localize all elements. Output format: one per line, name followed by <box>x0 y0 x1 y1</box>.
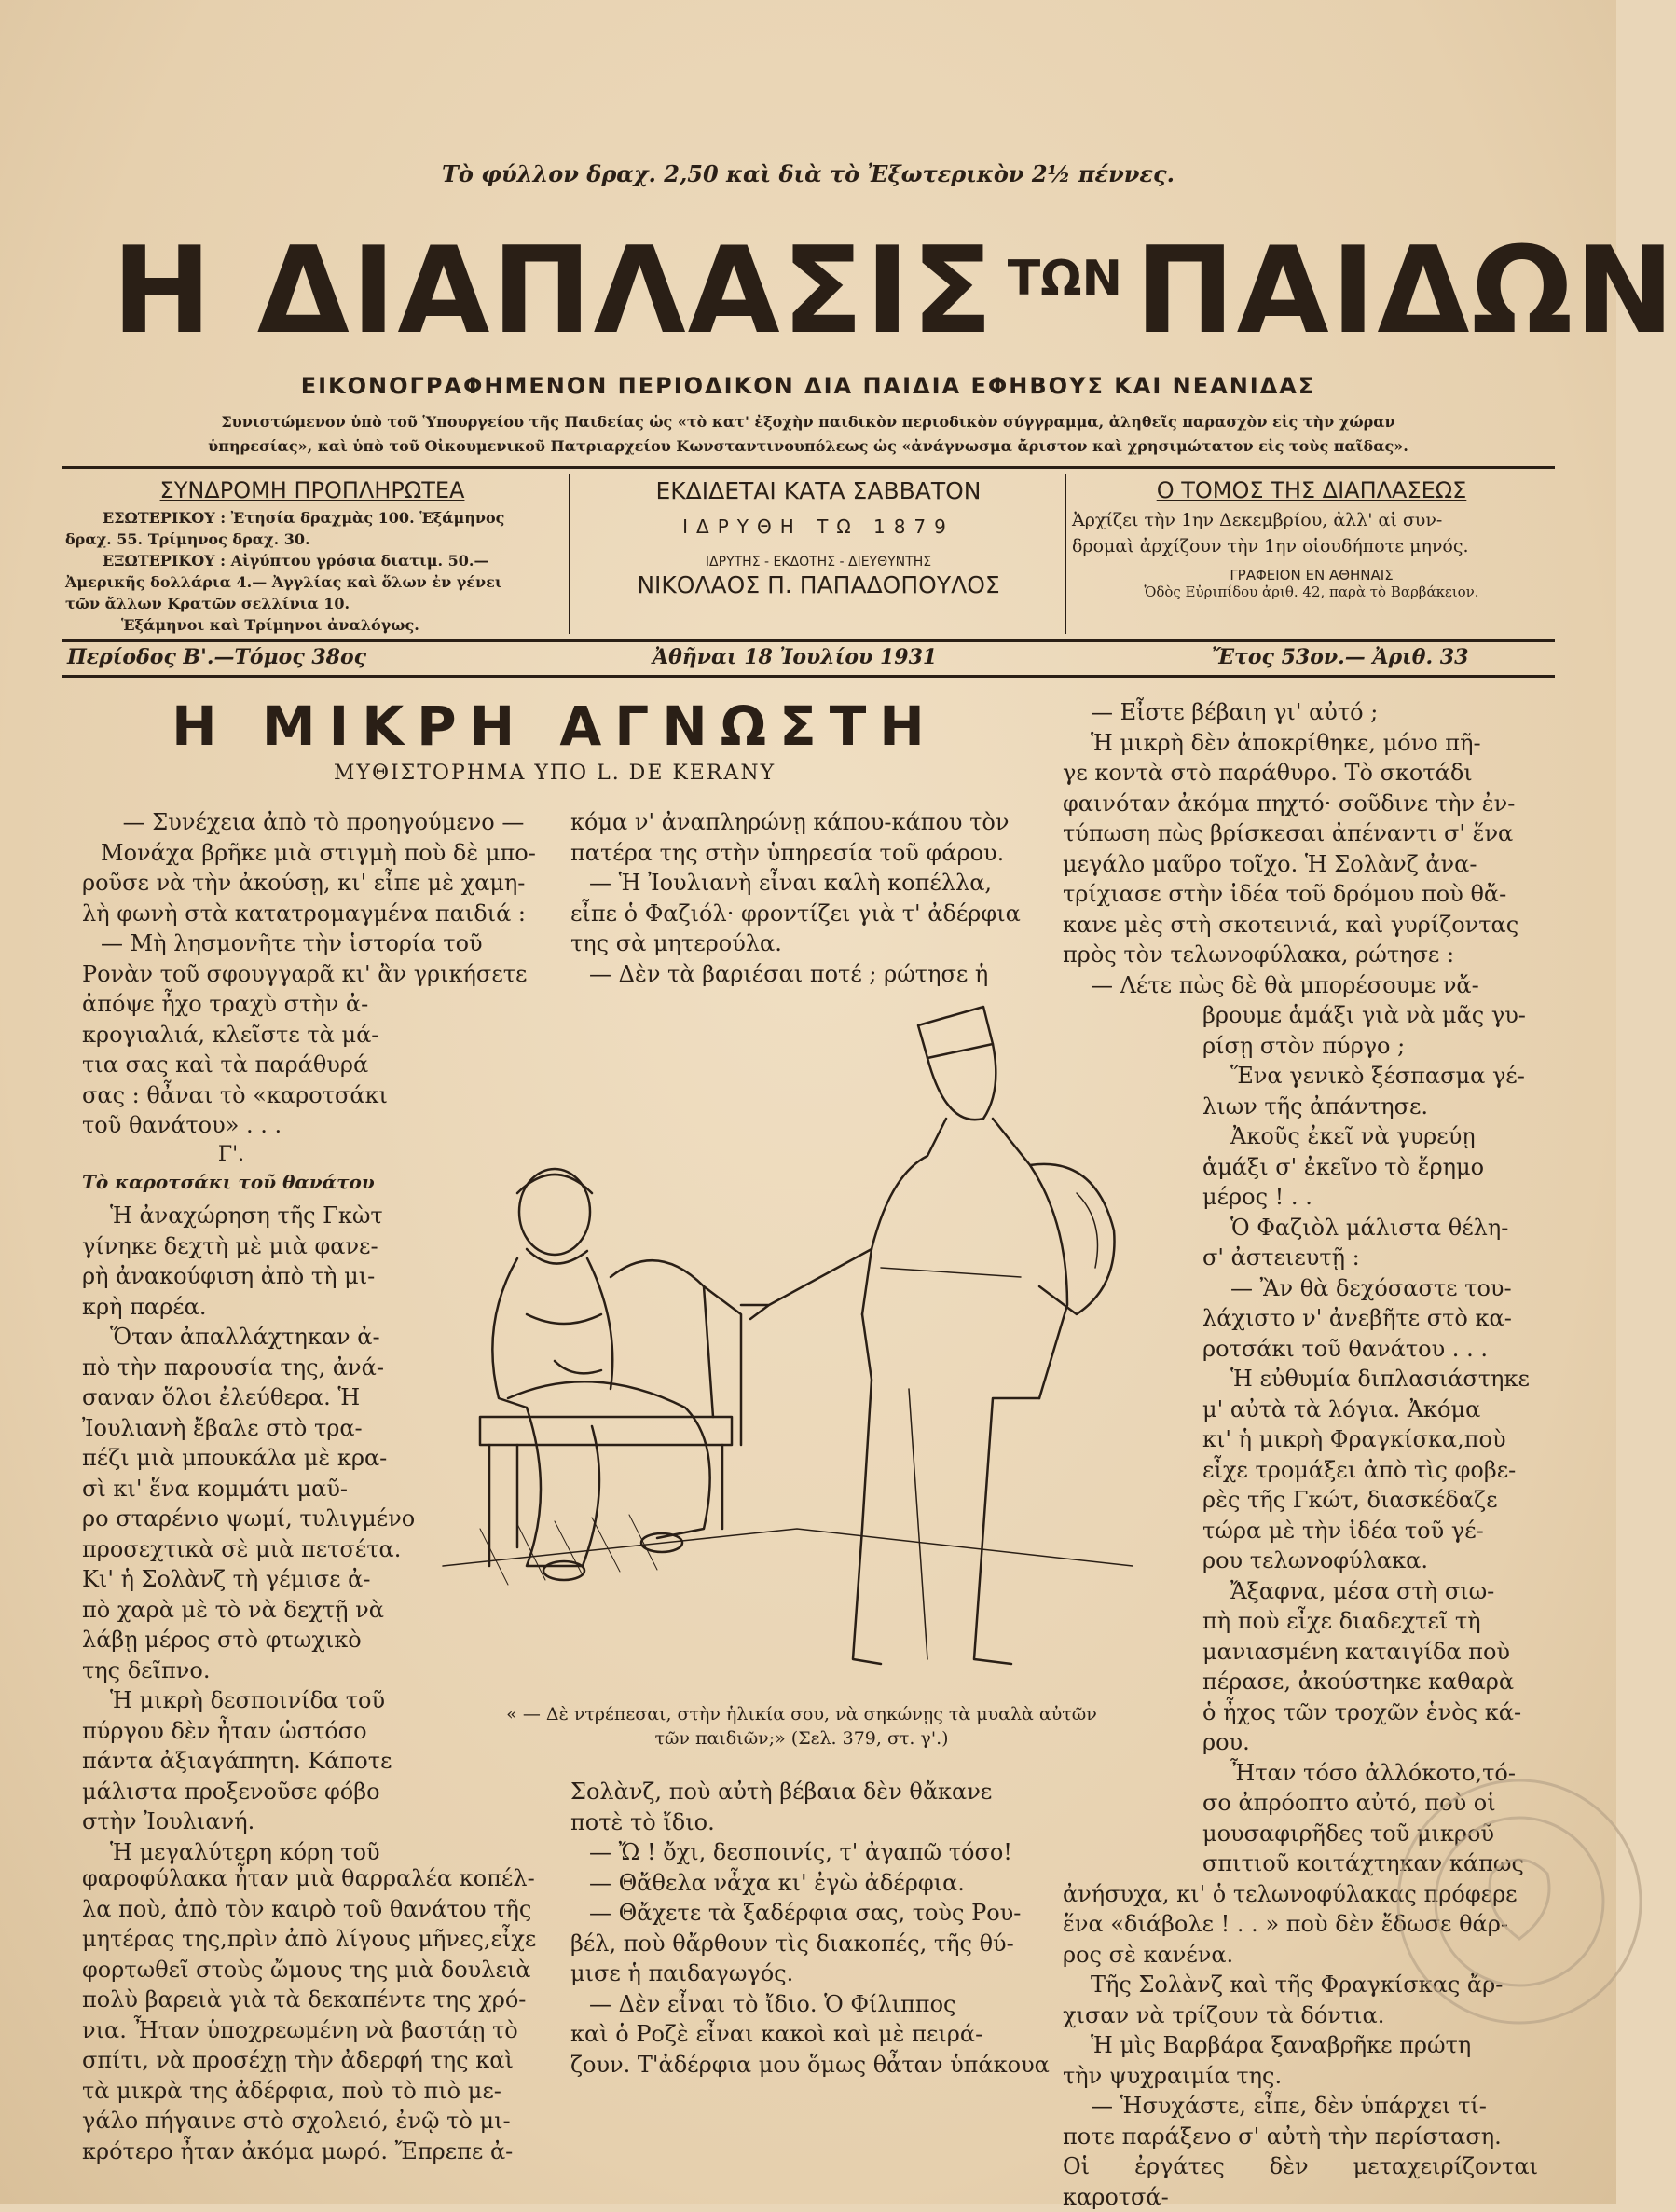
text-line: τια σας καὶ τὰ παράθυρά <box>82 1051 369 1078</box>
subscription-line: Ἑξάμηνοι καὶ Τρίμηνοι ἀναλόγως. <box>121 616 419 634</box>
text-line: ζουν. Τ'ἀδέρφια μου ὅμως θἆταν ὑπάκουα <box>570 2051 1050 2078</box>
text-line: ρος σὲ κανένα. <box>1063 1941 1234 1968</box>
text-line: χισαν νὰ τρίζουν τὰ δόντια. <box>1063 2001 1385 2028</box>
text-line: — Θἄχετε τὰ ξαδέρφια σας, τοὺς Ρου- <box>589 1900 1022 1926</box>
text-line: — Εἶστε βέβαιη γι' αὐτό ; <box>1091 699 1379 725</box>
top-rule <box>62 466 1555 469</box>
text-line: Ἡ μικρὴ δεσποινίδα τοῦ <box>110 1687 386 1713</box>
subscription-title: ΣΥΝΔΡΟΜΗ ΠΡΟΠΛΗΡΩΤΕΑ <box>159 477 465 503</box>
text-line: ρίσῃ στὸν πύργο ; <box>1202 1032 1406 1059</box>
text-line: τὰ μικρὰ της ἀδέρφια, ποὺ τὸ πιὸ με- <box>82 2077 501 2104</box>
text-line: λάβῃ μέρος στὸ φτωχικὸ <box>82 1627 362 1653</box>
text-line: πὴ ποὺ εἶχε διαδεχτεῖ τὴ <box>1202 1608 1481 1634</box>
text-line: πατέρα της στὴν ὑπηρεσία τοῦ φάρου. <box>570 839 1005 866</box>
text-line: σας : θἆναι τὸ «καροτσάκι <box>82 1081 388 1108</box>
text-line: μ' αὐτὰ τὰ λόγια. Ἀκόμα <box>1202 1395 1481 1422</box>
text-line: — Θἄθελα νἆχα κι' ἐγὼ ἀδέρφια. <box>589 1869 965 1896</box>
caption-line1: « — Δὲ ντρέπεσαι, στὴν ἡλικία σου, νὰ σηκώνῃς τὰ μυαλὰ αὐτῶν <box>506 1704 1097 1724</box>
text-line: ἀνήσυχα, κι' ὁ τελωνοφύλακας πρόφερε <box>1063 1880 1518 1907</box>
text-line: — Ἡ Ἰουλιανὴ εἶναι καλὴ κοπέλλα, <box>589 870 993 896</box>
text-line: πὸ χαρὰ μὲ τὸ νὰ δεχτῇ νὰ <box>82 1596 384 1623</box>
text-line: Ἡ εὐθυμία διπλασιάστηκε <box>1230 1366 1530 1392</box>
text-line: πὸ τὴν παρουσία της, ἀνά- <box>82 1353 384 1381</box>
text-line: ὁ ἦχος τῶν τροχῶν ἑνὸς κά- <box>1202 1698 1522 1725</box>
text-line: πάντα ἀξιαγάπητη. Κάποτε <box>82 1748 392 1774</box>
text-line: σ' ἀστειευτῇ : <box>1202 1244 1360 1271</box>
text-line: σαναν ὅλοι ἐλεύθερα. Ἡ <box>82 1384 361 1410</box>
column-1-bottom <box>82 1863 565 2166</box>
story-subtitle: ΜΥΘΙΣΤΟΡΗΜΑ ΥΠΟ L. DE KERANY <box>333 762 776 785</box>
text-line: γίνηκε δεχτὴ μὲ μιὰ φανε- <box>82 1232 378 1259</box>
box-divider-left <box>569 474 570 634</box>
column-2-bottom <box>570 1777 1055 2080</box>
text-line: εἶπε ὁ Φαζιόλ· φροντίζει γιὰ τ' ἀδέρφια <box>570 900 1021 927</box>
text-line: σὶ κι' ἕνα κομμάτι μαῦ- <box>82 1475 349 1502</box>
recommendation <box>103 410 1514 459</box>
text-line: — Ὤ ! ὄχι, δεσποινίς, τ' ἀγαπῶ τόσο! <box>589 1839 1012 1865</box>
text-line: Ἡ μικρὴ δὲν ἀποκρίθηκε, μόνο πῆ- <box>1091 729 1481 756</box>
text-line: εἶχε τρομάξει ἀπὸ τὶς φοβε- <box>1202 1456 1517 1483</box>
text-line: λα ποὺ, ἀπὸ τὸν καιρὸ τοῦ θανάτου τῆς <box>82 1895 532 1922</box>
subscription-line: δραχ. 55. Τρίμηνος δραχ. 30. <box>65 530 310 548</box>
subscription-line: ΕΣΩΤΕΡΙΚΟΥ : Ἐτησία δραχμὰς 100. Ἑξάμηνος <box>103 509 505 527</box>
text-line: ποτε παράξενο σ' αὐτὴ τὴν περίσταση. <box>1063 2123 1502 2150</box>
text-line: ροτσάκι τοῦ θανάτου . . . <box>1202 1335 1488 1362</box>
text-line: ρου τελωνοφύλακα. <box>1202 1547 1428 1573</box>
text-line: βέλ, ποὺ θἄρθουν τὶς διακοπές, τῆς θύ- <box>570 1930 1014 1957</box>
standing-man <box>741 1007 1115 1664</box>
text-line: βρουμε ἁμάξι γιὰ νὰ μᾶς γυ- <box>1202 1002 1526 1028</box>
volume-box <box>1072 477 1551 600</box>
text-line: πέρασε, ἀκούστηκε καθαρὰ <box>1202 1669 1515 1695</box>
text-line: — Ἂν θὰ δεχόσαστε του- <box>1230 1274 1512 1301</box>
volume-text <box>1072 507 1551 559</box>
caption-line2: τῶν παιδιῶν;» (Σελ. 379, στ. γ'.) <box>654 1728 949 1749</box>
text-line: τοῦ θανάτου» . . . <box>82 1112 282 1138</box>
text-line: φορτωθεῖ στοὺς ὤμους της μιὰ δουλειὰ <box>82 1956 531 1983</box>
text-line: κόμα ν' ἀναπληρώνῃ κάπου-κάπου τὸν <box>570 809 1010 835</box>
volume-title: Ο ΤΟΜΟΣ ΤΗΣ ΔΙΑΠΛΑΣΕΩΣ <box>1156 477 1467 503</box>
publication-box <box>574 477 1063 598</box>
text-line: Ἰουλιανὴ ἔβαλε στὸ τρα- <box>82 1414 363 1441</box>
text-line: τώρα μὲ τὴν ἰδέα τοῦ γέ- <box>1202 1517 1484 1544</box>
text-line: — Λέτε πὼς δὲ θὰ μπορέσουμε νἄ- <box>1091 971 1479 998</box>
text-line: Οἱ ἐργάτες δὲν μεταχειρίζονται καροτσά- <box>1063 2153 1538 2210</box>
subscription-details <box>65 507 559 636</box>
recommendation-line1: Συνιστώμενον ὑπὸ τοῦ Ὑπουργείου τῆς Παιδείας ὡς «τὸ κατ' ἐξοχὴν παιδικὸν περιοδικὸν σύγγραμμα, ἀληθεῖς παρασχὸν εἰς τὴν χώραν <box>221 413 1395 431</box>
volume-line2: δρομαὶ ἀρχίζουν τὴν 1ην οἱουδήποτε μηνός. <box>1072 536 1469 556</box>
text-line: Ὁ Φαζιὸλ μάλιστα θέλη- <box>1230 1214 1509 1241</box>
text-line: τρίχιασε στὴν ἰδέα τοῦ δρόμου ποὺ θἄ- <box>1063 881 1507 907</box>
seated-woman <box>492 1169 709 1580</box>
masthead-part1: Η ΔΙΑΠΛΑΣΙΣ <box>112 222 996 361</box>
text-line: μεγάλο μαῦρο τοῖχο. Ἡ Σολὰνζ ἀνα- <box>1063 850 1477 877</box>
text-line: σπιτιοῦ κοιτάχτηκαν κάπως <box>1202 1850 1524 1876</box>
text-line: σο ἀπρόοπτο αὐτό, ποὺ οἱ <box>1202 1790 1496 1816</box>
text-line: Ἦταν τόσο ἀλλόκοτο,τό- <box>1230 1759 1516 1786</box>
text-line: — Δὲν εἶναι τὸ ἴδιο. Ὁ Φίλιππος <box>589 1990 956 2017</box>
publication-title: ΕΚΔΙΔΕΤΑΙ ΚΑΤΑ ΣΑΒΒΑΤΟΝ <box>655 477 982 504</box>
text-line: της σὰ μητερούλα. <box>570 930 782 956</box>
volume-line1: Ἀρχίζει τὴν 1ην Δεκεμβρίου, ἀλλ' αἱ συν- <box>1072 510 1443 530</box>
masthead-part2: ΤΩΝ <box>1007 251 1122 307</box>
text-line: Ρονὰν τοῦ σφουγγαρᾶ κι' ἂν γρικήσετε <box>82 960 528 987</box>
text-line: — Δὲν τὰ βαριέσαι ποτέ ; ρώτησε ἡ <box>589 960 989 987</box>
section-title: Τὸ καροτσάκι τοῦ θανάτου <box>82 1171 375 1193</box>
text-line: λάχιστο ν' ἀνεβῆτε στὸ κα- <box>1202 1305 1512 1331</box>
subscription-line: ΕΞΩΤΕΡΙΚΟΥ : Αἰγύπτου γρόσια διατιμ. 50.— <box>103 552 489 570</box>
column-2-top <box>570 807 1053 989</box>
text-line: πέζι μιὰ μπουκάλα μὲ κρα- <box>82 1445 388 1471</box>
text-line: ρο σταρένιο ψωμί, τυλιγμένο <box>82 1505 416 1532</box>
text-line: κι' ἡ μικρὴ Φραγκίσκα,ποὺ <box>1202 1426 1506 1452</box>
text-line: Ἡ μὶς Βαρβάρα ξαναβρῆκε πρώτη <box>1091 2032 1472 2058</box>
text-line: Ἀκοῦς ἐκεῖ νὰ γυρεύῃ <box>1230 1123 1476 1149</box>
issue-date: Ἀθῆναι 18 Ἰουλίου 1931 <box>653 645 938 669</box>
founded-line: ΙΔΡΥΘΗ ΤΩ 1879 <box>682 515 955 538</box>
office-title: ΓΡΑΦΕΙΟΝ ΕΝ ΑΘΗΝΑΙΣ <box>1230 567 1394 584</box>
office-address: Ὁδὸς Εὐριπίδου ἀριθ. 42, παρὰ τὸ Βαρβάκειον. <box>1144 584 1479 600</box>
masthead <box>112 222 1676 371</box>
subtitle: ΕΙΚΟΝΟΓΡΑΦΗΜΕΝΟΝ ΠΕΡΙΟΔΙΚΟΝ ΔΙΑ ΠΑΙΔΙΑ ΕΦΗΒΟΥΣ ΚΑΙ ΝΕΑΝΙΔΑΣ <box>300 373 1316 399</box>
subscription-line: τῶν ἄλλων Κρατῶν σελλίνια 10. <box>65 595 350 612</box>
masthead-part3: ΠΑΙΔΩΝ <box>1134 222 1676 361</box>
text-line: Σολὰνζ, ποὺ αὐτὴ βέβαια δὲν θἄκανε <box>570 1779 993 1805</box>
column-1-narrow <box>82 1201 425 1867</box>
text-line: λιων τῆς ἀπάντησε. <box>1202 1092 1429 1120</box>
year-number: Ἔτος 53ον.— Ἀριθ. 33 <box>1212 645 1469 669</box>
text-line: προσεχτικὰ σὲ μιὰ πετσέτα. <box>82 1535 402 1562</box>
text-line: ροῦσε νὰ τὴν ἀκούσῃ, κι' εἶπε μὲ χαμη- <box>82 870 526 896</box>
roles-line: ΙΔΡΥΤΗΣ - ΕΚΔΟΤΗΣ - ΔΙΕΥΘΥΝΤΗΣ <box>705 555 932 570</box>
text-line: ποτὲ τὸ ἴδιο. <box>570 1808 715 1835</box>
story-title: Η ΜΙΚΡΗ ΑΓΝΩΣΤΗ <box>172 694 938 758</box>
text-line: Ἄξαφνα, μέσα στὴ σιω- <box>1230 1577 1495 1604</box>
text-line: Τῆς Σολὰνζ καὶ τῆς Φραγκίσκας ἄρ- <box>1091 1972 1504 1998</box>
text-line: ρου. <box>1202 1729 1250 1755</box>
text-line: πρὸς τὸν τελωνοφύλακα, ρώτησε : <box>1063 941 1455 968</box>
library-stamp-icon <box>1389 1771 1650 2032</box>
text-line: — Μὴ λησμονῆτε τὴν ἱστορία τοῦ <box>101 930 483 956</box>
text-line: ἕνα «διάβολε ! . . » ποὺ δὲν ἔδωσε θάρ- <box>1063 1911 1508 1937</box>
text-line: Ἡ μεγαλύτερη κόρη τοῦ <box>110 1838 380 1865</box>
recommendation-line2: ὑπηρεσίας», καὶ ὑπὸ τοῦ Οἰκουμενικοῦ Πατριαρχείου Κωνσταντινουπόλεως ὡς «ἀνάγνωσμα ἄριστον καὶ χρησιμώτατον εἰς τοὺς παῖδας». <box>208 437 1408 455</box>
illustration <box>424 1007 1170 1687</box>
text-line: μέρος ! . . <box>1202 1184 1312 1210</box>
text-line: κανε μὲς στὴ σκοτεινιά, καὶ γυρίζοντας <box>1063 911 1519 938</box>
text-line: Ἡ ἀναχώρηση τῆς Γκὼτ <box>110 1202 383 1229</box>
bottom-rule <box>62 675 1555 678</box>
text-line: Ἕνα γενικὸ ξέσπασμα γέ- <box>1230 1063 1525 1089</box>
text-line: γε κοντὰ στὸ παράθυρο. Τὸ σκοτάδι <box>1063 760 1473 786</box>
text-line: γάλο πήγαινε στὸ σχολειό, ἐνῷ τὸ μι- <box>82 2108 511 2134</box>
text-line: Κι' ἡ Σολὰνζ τὴ γέμισε ἀ- <box>82 1566 371 1592</box>
text-line: νια. Ἦταν ὑποχρεωμένη νὰ βαστάῃ τὸ <box>82 2016 518 2043</box>
text-line: μουσαφιρῆδες τοῦ μικροῦ <box>1202 1820 1494 1847</box>
subscription-box <box>65 477 559 636</box>
text-line: κρότερο ἦταν ἀκόμα μωρό. Ἔπρεπε ἀ- <box>82 2137 514 2164</box>
text-line: — Ἡσυχάστε, εἶπε, δὲν ὑπάρχει τί- <box>1091 2093 1487 2119</box>
subscription-line: Ἀμερικῆς δολλάρια 4.— Ἀγγλίας καὶ ὅλων ἐν γένει <box>65 573 502 591</box>
text-line: Ὅταν ἀπαλλάχτηκαν ἀ- <box>110 1324 380 1350</box>
illustration-caption <box>438 1702 1165 1751</box>
text-line: της δεῖπνο. <box>82 1656 211 1683</box>
text-line: λὴ φωνὴ στὰ κατατρομαγμένα παιδιά : <box>82 900 526 927</box>
text-line: μάλιστα προξενοῦσε φόβο <box>82 1778 380 1805</box>
box-divider-right <box>1065 474 1066 634</box>
text-line: ρὲς τῆς Γκώτ, διασκέδαζε <box>1202 1487 1498 1513</box>
text-line: — Συνέχεια ἀπὸ τὸ προηγούμενο — <box>122 809 525 835</box>
text-line: φαινόταν ἀκόμα πηχτό· σοῦδινε τὴν ἐν- <box>1063 790 1516 817</box>
text-line: τύπωση πὼς βρίσκεσαι ἀπέναντι σ' ἕνα <box>1063 820 1514 846</box>
text-line: τὴν ψυχραιμία της. <box>1063 2062 1283 2089</box>
text-line: ἀπόψε ἦχο τραχὺ στὴν ἀ- <box>82 991 369 1017</box>
text-line: ρὴ ἀνακούφιση ἀπὸ τὴ μι- <box>82 1263 376 1289</box>
text-line: μισε ἡ παιδαγωγός. <box>570 1960 794 1986</box>
text-line: στὴν Ἰουλιανή. <box>82 1808 255 1834</box>
middle-rule <box>62 639 1555 642</box>
text-line: πολὺ βαρειὰ γιὰ τὰ δεκαπέντε της χρό- <box>82 1986 527 2013</box>
publisher-name: ΝΙΚΟΛΑΟΣ Π. ΠΑΠΑΔΟΠΟΥΛΟΣ <box>637 571 1000 598</box>
text-line: κρὴ παρέα. <box>82 1293 207 1320</box>
period-volume: Περίοδος Β'.—Τόμος 38ος <box>67 645 367 669</box>
text-line: καὶ ὁ Ροζὲ εἶναι κακοὶ καὶ μὲ πειρά- <box>570 2021 983 2047</box>
price-line: Τὸ φύλλον δραχ. 2,50 καὶ διὰ τὸ Ἐξωτερικὸν 2½ πέννες. <box>442 160 1175 187</box>
text-line: ἁμάξι σ' ἐκεῖνο τὸ ἔρημο <box>1202 1153 1485 1180</box>
text-line: σπίτι, νὰ προσέχῃ τὴν ἀδερφή της καὶ <box>82 2047 514 2073</box>
text-line: μητέρας της,πρὶν ἀπὸ λίγους μῆνες,εἶχε <box>82 1926 537 1952</box>
text-line: Μονάχα βρῆκε μιὰ στιγμὴ ποὺ δὲ μπο- <box>101 839 536 866</box>
text-line: κρογιαλιά, κλεῖστε τὰ μά- <box>82 1021 379 1048</box>
text-line: πύργου δὲν ἦταν ὡστόσο <box>82 1717 367 1744</box>
text-line: μανιασμένη καταιγίδα ποὺ <box>1202 1638 1510 1665</box>
section-numeral: Γ'. <box>217 1143 245 1166</box>
text-line: φαροφύλακα ἦταν μιὰ θαρραλέα κοπέλ- <box>82 1865 535 1891</box>
